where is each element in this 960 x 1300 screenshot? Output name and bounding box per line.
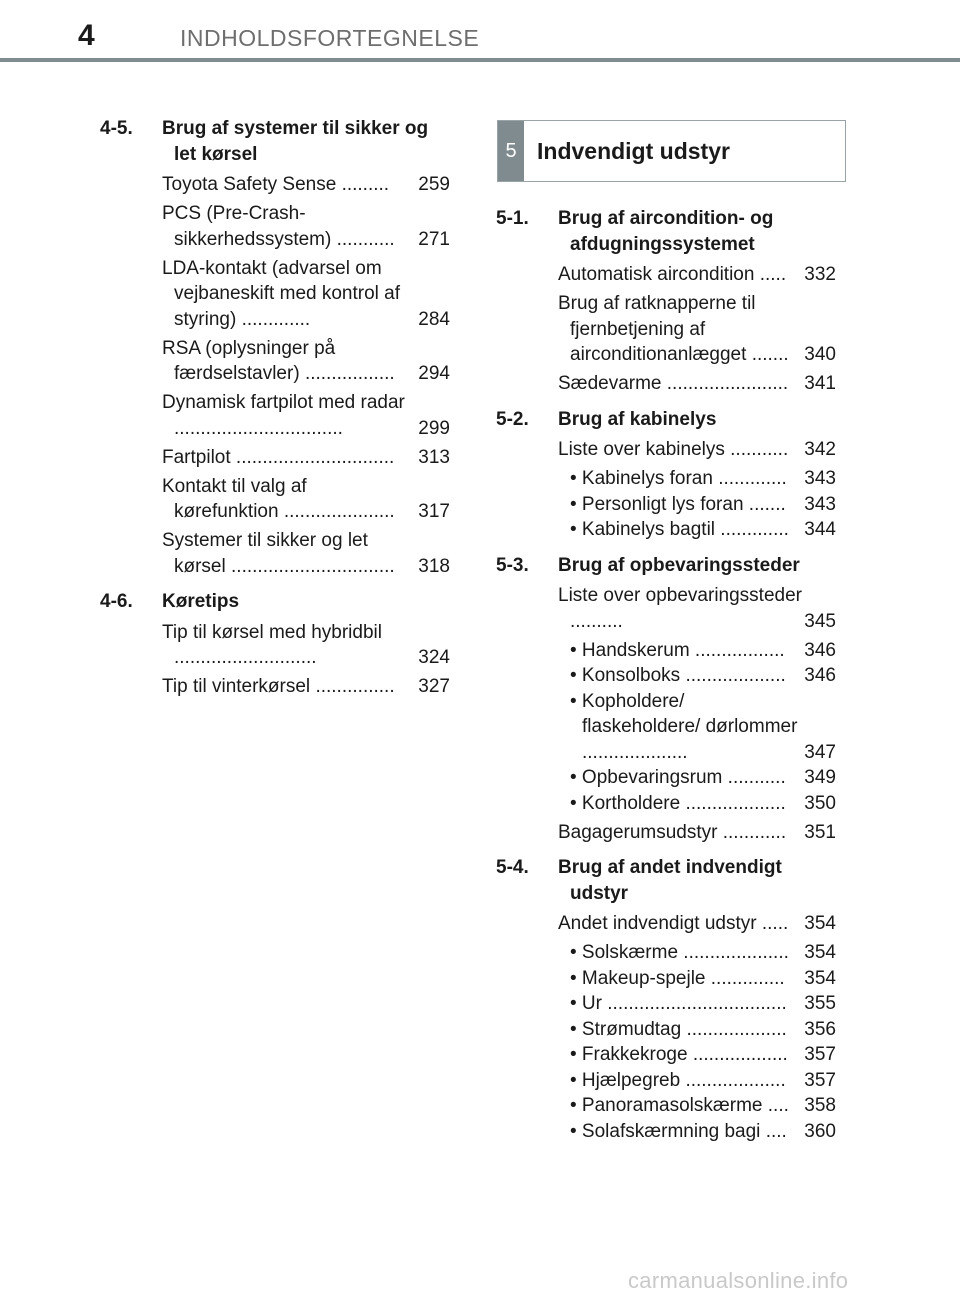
running-title: INDHOLDSFORTEGNELSE [180,25,480,51]
entry-label[interactable] [162,390,416,441]
section-entries [162,620,450,700]
entry-page-number[interactable]: 294 [418,363,450,384]
entry-leader: ....... [751,344,789,365]
toc-subentry[interactable] [558,638,836,664]
entry-text[interactable]: • Hjælpegreb [570,1069,681,1091]
entry-leader: ............. [720,519,789,540]
section-entries [162,172,450,579]
section-number: 5-1. [496,208,529,229]
toc-subentry[interactable] [558,991,836,1017]
toc-entry[interactable] [162,674,450,700]
entry-page-number[interactable]: 313 [418,446,450,468]
entry-text[interactable]: • Opbevaringsrum [570,767,723,788]
section-heading[interactable] [496,407,836,433]
toc-subentry[interactable] [558,791,836,817]
entry-page-number[interactable]: 324 [418,647,450,668]
entry-label[interactable] [558,1068,802,1094]
section-number: 5-4. [496,857,529,878]
section-entries [558,583,836,845]
toc-subentry[interactable] [558,1042,836,1068]
entry-page-number[interactable]: 332 [804,264,836,285]
entry-label[interactable] [558,689,802,766]
entry-leader: ........... [727,767,786,788]
entry-label[interactable] [558,1093,802,1119]
entry-leader: ..... [759,264,787,285]
entry-leader: .... [767,1095,789,1116]
entry-page-number[interactable]: 350 [804,792,836,814]
toc-section [496,553,836,846]
entry-leader: ............. [718,468,787,489]
entry-page-number[interactable]: 354 [804,942,836,963]
entry-page-number[interactable]: 342 [804,439,836,460]
entry-label[interactable] [162,201,416,252]
entry-page-number[interactable]: 341 [804,373,836,394]
header-rule [0,58,960,62]
toc-subentry[interactable] [558,492,836,518]
entry-label[interactable] [162,474,416,525]
entry-text[interactable]: • Kortholdere [570,792,681,814]
toc-entry[interactable] [558,437,836,463]
entry-page-number[interactable]: 271 [418,228,450,250]
entry-text[interactable]: Tip til kørsel med hybridbil [162,621,382,643]
entry-page-number[interactable]: 351 [804,821,836,843]
entry-page-number[interactable]: 284 [418,308,450,330]
entry-label[interactable] [558,638,802,664]
entry-page-number[interactable]: 344 [804,519,836,540]
entry-text[interactable]: Sædevarme [558,373,662,394]
entry-leader: ..... [761,913,789,934]
section-entries [558,262,836,397]
entry-page-number[interactable]: 299 [418,417,450,439]
entry-page-number[interactable]: 340 [804,344,836,365]
section-heading[interactable] [100,589,450,615]
watermark: carmanualsonline.info [628,1268,849,1293]
section-title[interactable]: Køretips [162,591,240,612]
entry-label[interactable] [558,663,802,689]
entry-leader: ................... [686,1018,787,1040]
entry-text[interactable]: • Kabinelys foran [570,468,713,489]
section-entries [558,437,836,543]
page-number: 4 [78,19,95,52]
section-number: 4-5. [100,118,133,139]
toc-subentry[interactable] [558,966,836,992]
toc-entry[interactable] [558,291,836,368]
entry-label[interactable] [558,1017,802,1043]
entry-page-number[interactable]: 347 [804,741,836,763]
entry-page-number[interactable]: 345 [804,610,836,632]
entry-leader: ............... [315,676,395,697]
entry-text[interactable]: Kontakt til valg af kørefunktion [162,475,307,522]
subentry-list [558,638,836,817]
entry-text[interactable]: Liste over opbevaringssteder [558,585,802,606]
entry-text[interactable]: • Makeup-spejle [570,967,706,989]
subentry-list [558,940,836,1144]
entry-label[interactable] [558,940,802,966]
entry-label[interactable] [558,517,802,543]
toc-entry[interactable] [162,256,450,333]
toc-entry[interactable] [162,390,450,441]
toc-entry[interactable] [558,820,836,846]
entry-label[interactable] [558,991,802,1017]
entry-text[interactable]: PCS (Pre-Crash-sikkerhedssystem) [162,203,332,250]
toc-entry[interactable] [558,371,836,397]
entry-leader: .................... [582,741,688,763]
entry-page-number[interactable]: 358 [804,1095,836,1116]
section-title[interactable]: Brug af opbevaringssteder [558,554,800,576]
entry-leader: ................... [685,665,786,686]
entry-page-number[interactable]: 346 [804,665,836,686]
entry-page-number[interactable]: 327 [418,676,450,697]
entry-leader: ....................... [666,373,789,394]
entry-label[interactable] [558,791,802,817]
entry-page-number[interactable]: 355 [804,993,836,1014]
toc-section [496,855,836,1144]
entry-text[interactable]: • Panoramasolskærme [570,1095,763,1116]
toc-entry[interactable] [162,474,450,525]
entry-page-number[interactable]: 360 [804,1120,836,1142]
entry-text[interactable]: • Solskærme [570,942,679,963]
section-heading[interactable] [496,553,836,579]
entry-label[interactable] [162,256,416,333]
toc-subentry[interactable] [558,689,836,766]
entry-leader: .................... [683,942,789,963]
entry-leader: ................. [304,363,395,384]
entry-page-number[interactable]: 318 [418,555,450,577]
toc-entry[interactable] [162,445,450,471]
entry-leader: .................................. [607,993,787,1014]
entry-leader: ................... [685,1069,786,1091]
entry-label[interactable] [558,583,802,634]
entry-text[interactable]: • Kabinelys bagtil [570,519,716,540]
entry-leader: .... [765,1120,787,1142]
entry-text[interactable]: Andet indvendigt udstyr [558,913,757,934]
entry-text[interactable]: RSA (oplysninger på færdselstavler) [162,337,336,384]
entry-label[interactable] [558,1119,802,1145]
entry-text[interactable]: Brug af ratknapperne til fjernbetjening af airconditionanlægget [558,293,756,365]
section-heading[interactable] [496,855,836,906]
entry-text[interactable]: Systemer til sikker og let kørsel [162,530,368,577]
entry-label[interactable] [162,336,416,387]
section-title[interactable]: Brug af systemer til sikker og let kørsel [162,118,429,165]
entry-text[interactable]: Automatisk aircondition [558,264,755,285]
section-number: 5-2. [496,408,529,430]
entry-leader: ............ [722,821,787,843]
toc-section [100,116,450,579]
section-number: 5-3. [496,554,529,576]
entry-page-number[interactable]: 317 [418,501,450,522]
entry-page-number[interactable]: 356 [804,1018,836,1040]
entry-leader: ....... [748,493,786,515]
entry-label[interactable] [162,445,416,471]
entry-page-number[interactable]: 357 [804,1069,836,1091]
section-title[interactable]: Brug af andet indvendigt udstyr [558,857,782,904]
entry-label[interactable] [558,371,802,397]
entry-text[interactable]: Bagagerumsudstyr [558,821,718,843]
entry-text[interactable]: • Frakkekroge [570,1044,688,1065]
entry-label[interactable] [162,674,416,700]
toc-section [496,407,836,543]
toc-entry[interactable] [162,336,450,387]
section-heading[interactable] [100,116,450,167]
entry-leader: ........................... [174,647,317,668]
entry-label[interactable] [162,528,416,579]
page-header [0,0,960,62]
toc-subentry[interactable] [558,1017,836,1043]
entry-leader: ........... [336,228,395,250]
toc-subentry[interactable] [558,1093,836,1119]
chapter-number: 5 [505,140,517,162]
entry-leader: .............................. [235,446,395,468]
chapter-heading-box [497,120,846,182]
toc-subentry[interactable] [558,517,836,543]
toc-entry[interactable] [162,201,450,252]
entry-text[interactable]: Dynamisk fartpilot med radar [162,392,405,413]
entry-page-number[interactable]: 343 [804,493,836,515]
entry-text[interactable]: • Handskerum [570,639,690,661]
entry-label[interactable] [558,262,802,288]
entry-text[interactable]: • Personligt lys foran [570,493,744,515]
entry-leader: ............. [241,308,311,330]
entry-label[interactable] [558,466,802,492]
toc-subentry[interactable] [558,1068,836,1094]
entry-label[interactable] [558,765,802,791]
section-entries [558,911,836,1144]
entry-label[interactable] [558,291,802,368]
entry-leader: ................. [694,639,785,661]
toc-subentry[interactable] [558,466,836,492]
entry-text[interactable]: • Kopholdere/ flaskeholdere/ dørlommer [570,690,798,737]
toc-entry[interactable] [558,262,836,288]
entry-label[interactable] [558,820,802,846]
entry-page-number[interactable]: 349 [804,767,836,788]
entry-leader: ................... [685,792,786,814]
entry-page-number[interactable]: 354 [804,967,836,989]
section-title[interactable]: Brug af aircondition- og afdugningssystemet [558,208,774,255]
entry-text[interactable]: Liste over kabinelys [558,439,725,460]
entry-page-number[interactable]: 346 [804,639,836,661]
entry-text[interactable]: Fartpilot [162,446,231,468]
toc-subentry[interactable] [558,663,836,689]
entry-text[interactable]: • Konsolboks [570,665,681,686]
entry-leader: ............................... [231,555,395,577]
entry-leader: ..................... [283,501,395,522]
toc-entry[interactable] [162,172,450,198]
toc-entry[interactable] [558,911,836,937]
entry-page-number[interactable]: 357 [804,1044,836,1065]
toc-left-column [100,116,450,710]
entry-text[interactable]: • Strømudtag [570,1018,682,1040]
entry-label[interactable] [558,437,802,463]
entry-leader: .................. [692,1044,788,1065]
entry-leader: ........... [730,439,789,460]
entry-leader: ......... [341,174,390,195]
entry-page-number[interactable]: 259 [418,174,450,195]
entry-page-number[interactable]: 354 [804,913,836,934]
toc-right-column [496,206,836,1154]
toc-section [496,206,836,397]
toc-section [100,589,450,700]
toc-subentry[interactable] [558,940,836,966]
entry-label[interactable] [162,172,416,198]
entry-label[interactable] [558,966,802,992]
toc-entry[interactable] [558,583,836,634]
entry-label[interactable] [162,620,416,671]
toc-entry[interactable] [162,528,450,579]
toc-subentry[interactable] [558,1119,836,1145]
entry-label[interactable] [558,911,802,937]
entry-text[interactable]: Toyota Safety Sense [162,174,337,195]
entry-leader: .............. [710,967,785,989]
entry-page-number[interactable]: 343 [804,468,836,489]
entry-label[interactable] [558,1042,802,1068]
entry-leader: ................................ [174,417,343,439]
entry-text[interactable]: • Ur [570,993,602,1014]
chapter-title: Indvendigt udstyr [537,138,730,164]
toc-subentry[interactable] [558,765,836,791]
entry-leader: .......... [570,610,623,632]
section-number: 4-6. [100,591,133,612]
entry-text[interactable]: • Solafskærmning bagi [570,1120,761,1142]
entry-text[interactable]: Tip til vinterkørsel [162,676,311,697]
subentry-list [558,466,836,543]
section-heading[interactable] [496,206,836,257]
toc-entry[interactable] [162,620,450,671]
entry-label[interactable] [558,492,802,518]
section-title[interactable]: Brug af kabinelys [558,408,717,430]
entry-text[interactable]: LDA-kontakt (advarsel om vejbaneskift med kontrol af styring) [162,257,401,330]
